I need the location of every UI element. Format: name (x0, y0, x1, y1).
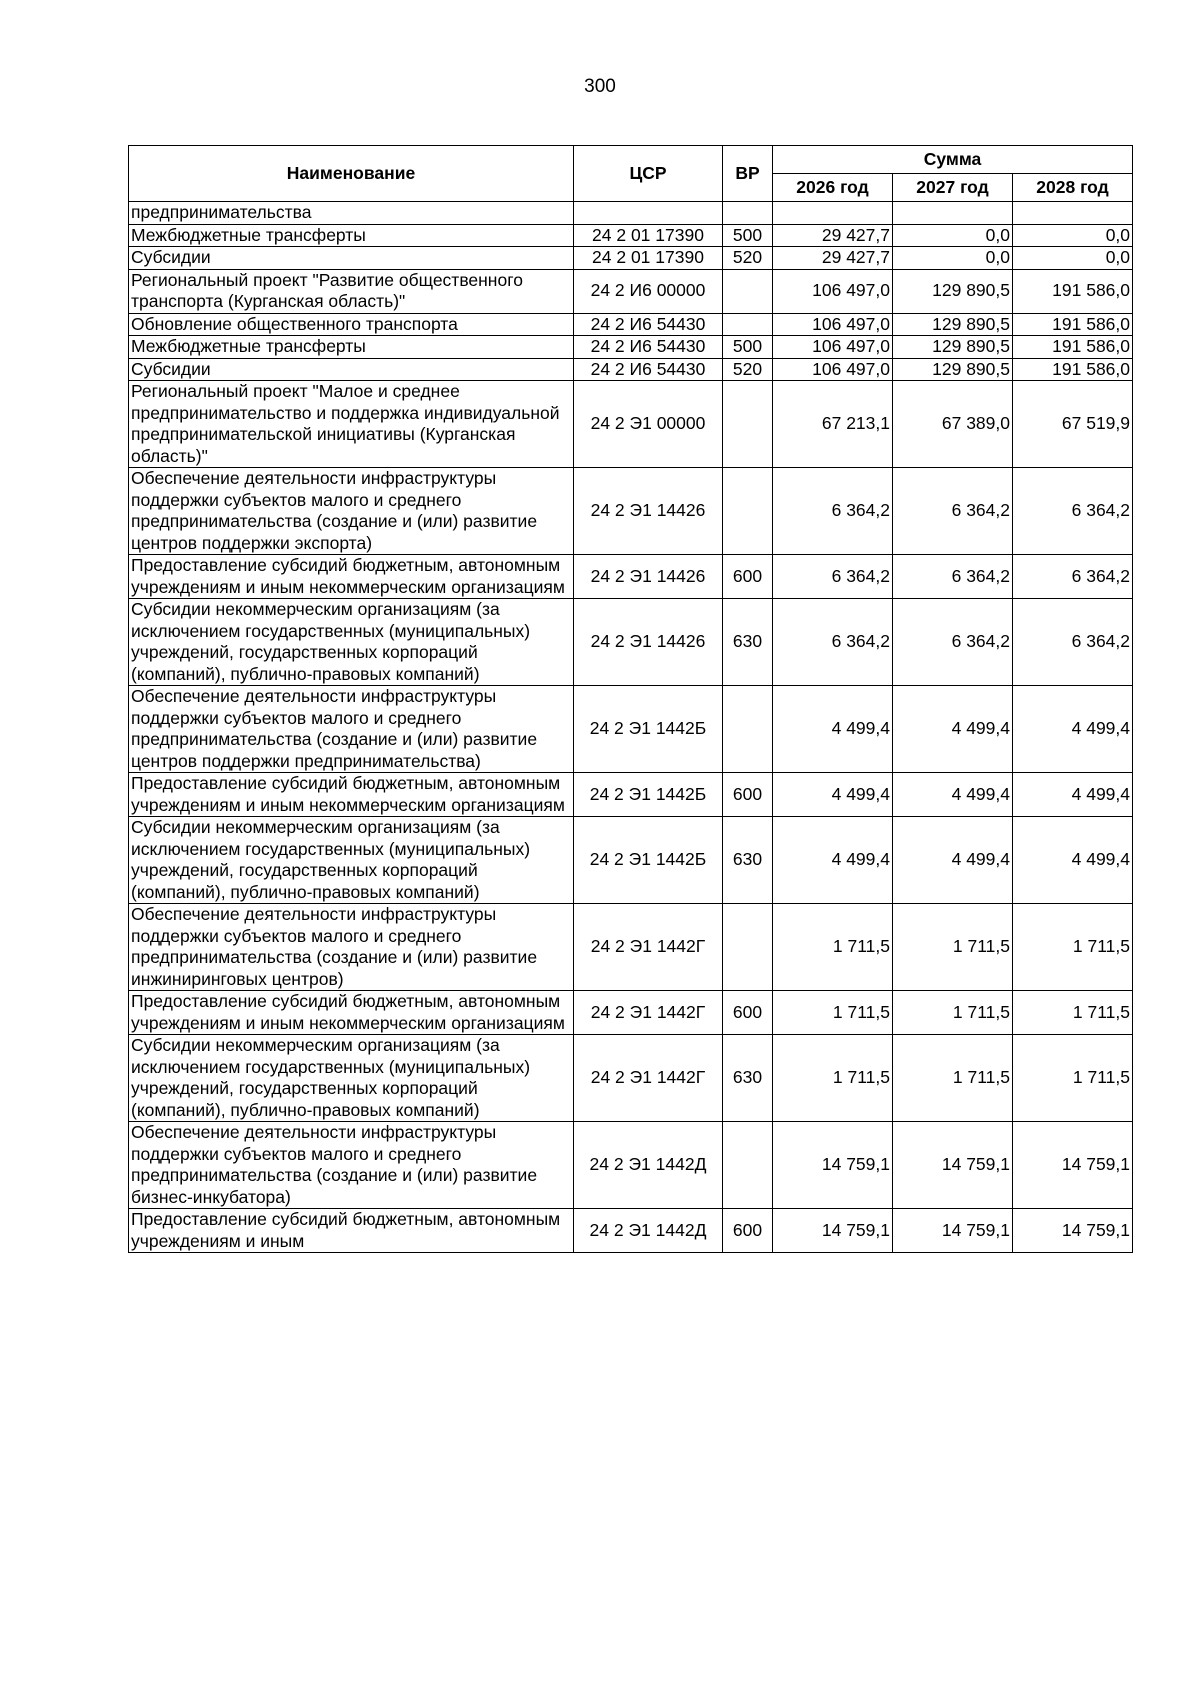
table-row (129, 336, 1133, 359)
cell-2028: 191 586,0 (1013, 358, 1133, 381)
cell-vr (723, 313, 773, 336)
cell-name: Предоставление субсидий бюджетным, автономным учреждениям и иным некоммерческим организациям (129, 773, 574, 817)
cell-2027: 6 364,2 (893, 468, 1013, 555)
table-row (129, 1209, 1133, 1253)
table-header (129, 146, 1133, 202)
header-year-2026: 2026 год (773, 174, 893, 202)
table-row (129, 202, 1133, 225)
cell-2026: 106 497,0 (773, 336, 893, 359)
header-year-2028: 2028 год (1013, 174, 1133, 202)
cell-2027: 0,0 (893, 224, 1013, 247)
cell-vr (723, 686, 773, 773)
cell-2027: 6 364,2 (893, 599, 1013, 686)
cell-2026: 6 364,2 (773, 555, 893, 599)
cell-2027: 6 364,2 (893, 555, 1013, 599)
cell-2028: 191 586,0 (1013, 313, 1133, 336)
cell-csr: 24 2 И6 54430 (574, 313, 723, 336)
cell-2027: 129 890,5 (893, 336, 1013, 359)
cell-2026: 14 759,1 (773, 1209, 893, 1253)
cell-csr: 24 2 Э1 14426 (574, 555, 723, 599)
cell-name: Региональный проект "Малое и среднее предпринимательство и поддержка индивидуальной предпринимательской инициативы (Курганская область)" (129, 381, 574, 468)
cell-2026: 29 427,7 (773, 224, 893, 247)
table-row (129, 773, 1133, 817)
cell-2027: 4 499,4 (893, 817, 1013, 904)
table-row (129, 468, 1133, 555)
cell-vr (723, 904, 773, 991)
table-row (129, 358, 1133, 381)
cell-2028: 191 586,0 (1013, 336, 1133, 359)
cell-2028: 1 711,5 (1013, 904, 1133, 991)
cell-vr: 520 (723, 247, 773, 270)
cell-vr: 600 (723, 991, 773, 1035)
cell-csr (574, 202, 723, 225)
table-row (129, 313, 1133, 336)
cell-name: Субсидии некоммерческим организациям (за исключением государственных (муниципальных) учреждений, государственных корпораций (компаний), публично-правовых компаний) (129, 817, 574, 904)
cell-name: Обеспечение деятельности инфраструктуры поддержки субъектов малого и среднего предпринимательства (создание и (или) развитие центров поддержки экспорта) (129, 468, 574, 555)
cell-vr: 500 (723, 336, 773, 359)
cell-2028: 67 519,9 (1013, 381, 1133, 468)
cell-csr: 24 2 Э1 1442Д (574, 1122, 723, 1209)
header-year-2027: 2027 год (893, 174, 1013, 202)
cell-name: Региональный проект "Развитие общественного транспорта (Курганская область)" (129, 269, 574, 313)
cell-2026: 106 497,0 (773, 313, 893, 336)
cell-2028: 4 499,4 (1013, 817, 1133, 904)
cell-csr: 24 2 01 17390 (574, 224, 723, 247)
table-row (129, 555, 1133, 599)
cell-2026: 4 499,4 (773, 817, 893, 904)
cell-2027: 1 711,5 (893, 1035, 1013, 1122)
table-row (129, 269, 1133, 313)
cell-2027: 1 711,5 (893, 991, 1013, 1035)
cell-2026: 4 499,4 (773, 773, 893, 817)
cell-csr: 24 2 Э1 14426 (574, 599, 723, 686)
cell-vr (723, 269, 773, 313)
cell-csr: 24 2 Э1 1442Д (574, 1209, 723, 1253)
cell-vr: 630 (723, 817, 773, 904)
table-row (129, 599, 1133, 686)
cell-2028: 14 759,1 (1013, 1122, 1133, 1209)
cell-csr: 24 2 Э1 1442Г (574, 991, 723, 1035)
cell-2028: 1 711,5 (1013, 991, 1133, 1035)
cell-2028: 0,0 (1013, 224, 1133, 247)
header-sum: Сумма (773, 146, 1133, 174)
cell-name: предпринимательства (129, 202, 574, 225)
table-row (129, 247, 1133, 270)
table-row (129, 686, 1133, 773)
cell-2028: 1 711,5 (1013, 1035, 1133, 1122)
cell-2027: 67 389,0 (893, 381, 1013, 468)
cell-csr: 24 2 Э1 00000 (574, 381, 723, 468)
table-row (129, 904, 1133, 991)
cell-vr (723, 1122, 773, 1209)
cell-vr: 600 (723, 1209, 773, 1253)
cell-2026: 1 711,5 (773, 991, 893, 1035)
table-row (129, 381, 1133, 468)
cell-csr: 24 2 И6 00000 (574, 269, 723, 313)
cell-vr: 520 (723, 358, 773, 381)
cell-2026 (773, 202, 893, 225)
cell-2026: 4 499,4 (773, 686, 893, 773)
cell-vr: 600 (723, 773, 773, 817)
cell-name: Обеспечение деятельности инфраструктуры поддержки субъектов малого и среднего предпринимательства (создание и (или) развитие бизнес-инкубатора) (129, 1122, 574, 1209)
cell-2027: 129 890,5 (893, 269, 1013, 313)
cell-2027 (893, 202, 1013, 225)
cell-2028: 6 364,2 (1013, 599, 1133, 686)
table-row (129, 224, 1133, 247)
cell-2028: 191 586,0 (1013, 269, 1133, 313)
cell-name: Межбюджетные трансферты (129, 224, 574, 247)
budget-table (128, 145, 1133, 1253)
cell-2028: 4 499,4 (1013, 773, 1133, 817)
cell-vr (723, 381, 773, 468)
cell-name: Субсидии некоммерческим организациям (за исключением государственных (муниципальных) учреждений, государственных корпораций (компаний), публично-правовых компаний) (129, 1035, 574, 1122)
cell-2028: 0,0 (1013, 247, 1133, 270)
cell-name: Предоставление субсидий бюджетным, автономным учреждениям и иным некоммерческим организациям (129, 555, 574, 599)
page-number: 300 (584, 76, 616, 97)
cell-name: Субсидии (129, 247, 574, 270)
cell-vr: 630 (723, 599, 773, 686)
cell-csr: 24 2 01 17390 (574, 247, 723, 270)
cell-2027: 4 499,4 (893, 686, 1013, 773)
header-csr: ЦСР (574, 146, 723, 202)
header-vr: ВР (723, 146, 773, 202)
table-row (129, 817, 1133, 904)
cell-2027: 129 890,5 (893, 313, 1013, 336)
cell-2026: 106 497,0 (773, 358, 893, 381)
cell-csr: 24 2 Э1 1442Б (574, 773, 723, 817)
cell-2028: 14 759,1 (1013, 1209, 1133, 1253)
cell-csr: 24 2 Э1 1442Б (574, 817, 723, 904)
cell-2026: 1 711,5 (773, 1035, 893, 1122)
table-body (129, 202, 1133, 1253)
cell-name: Предоставление субсидий бюджетным, автономным учреждениям и иным некоммерческим организациям (129, 991, 574, 1035)
cell-vr (723, 468, 773, 555)
cell-name: Обновление общественного транспорта (129, 313, 574, 336)
cell-2027: 129 890,5 (893, 358, 1013, 381)
cell-csr: 24 2 Э1 1442Г (574, 904, 723, 991)
cell-vr: 630 (723, 1035, 773, 1122)
cell-2026: 14 759,1 (773, 1122, 893, 1209)
cell-2026: 29 427,7 (773, 247, 893, 270)
cell-2027: 14 759,1 (893, 1122, 1013, 1209)
cell-2027: 14 759,1 (893, 1209, 1013, 1253)
cell-csr: 24 2 Э1 1442Г (574, 1035, 723, 1122)
cell-name: Межбюджетные трансферты (129, 336, 574, 359)
table-row (129, 991, 1133, 1035)
table-row (129, 1122, 1133, 1209)
cell-2026: 6 364,2 (773, 468, 893, 555)
cell-2027: 0,0 (893, 247, 1013, 270)
cell-name: Предоставление субсидий бюджетным, автономным учреждениям и иным (129, 1209, 574, 1253)
cell-name: Обеспечение деятельности инфраструктуры поддержки субъектов малого и среднего предпринимательства (создание и (или) развитие инжиниринговых центров) (129, 904, 574, 991)
cell-vr: 600 (723, 555, 773, 599)
cell-2028: 6 364,2 (1013, 468, 1133, 555)
cell-csr: 24 2 Э1 1442Б (574, 686, 723, 773)
cell-2027: 4 499,4 (893, 773, 1013, 817)
cell-name: Субсидии (129, 358, 574, 381)
cell-2026: 67 213,1 (773, 381, 893, 468)
table-row (129, 1035, 1133, 1122)
cell-csr: 24 2 И6 54430 (574, 358, 723, 381)
cell-name: Обеспечение деятельности инфраструктуры поддержки субъектов малого и среднего предпринимательства (создание и (или) развитие центров поддержки предпринимательства) (129, 686, 574, 773)
cell-vr (723, 202, 773, 225)
header-name: Наименование (129, 146, 574, 202)
cell-2026: 6 364,2 (773, 599, 893, 686)
cell-name: Субсидии некоммерческим организациям (за исключением государственных (муниципальных) учреждений, государственных корпораций (компаний), публично-правовых компаний) (129, 599, 574, 686)
cell-2028 (1013, 202, 1133, 225)
cell-2028: 6 364,2 (1013, 555, 1133, 599)
cell-2026: 106 497,0 (773, 269, 893, 313)
cell-vr: 500 (723, 224, 773, 247)
cell-2028: 4 499,4 (1013, 686, 1133, 773)
cell-csr: 24 2 Э1 14426 (574, 468, 723, 555)
cell-2026: 1 711,5 (773, 904, 893, 991)
cell-csr: 24 2 И6 54430 (574, 336, 723, 359)
cell-2027: 1 711,5 (893, 904, 1013, 991)
